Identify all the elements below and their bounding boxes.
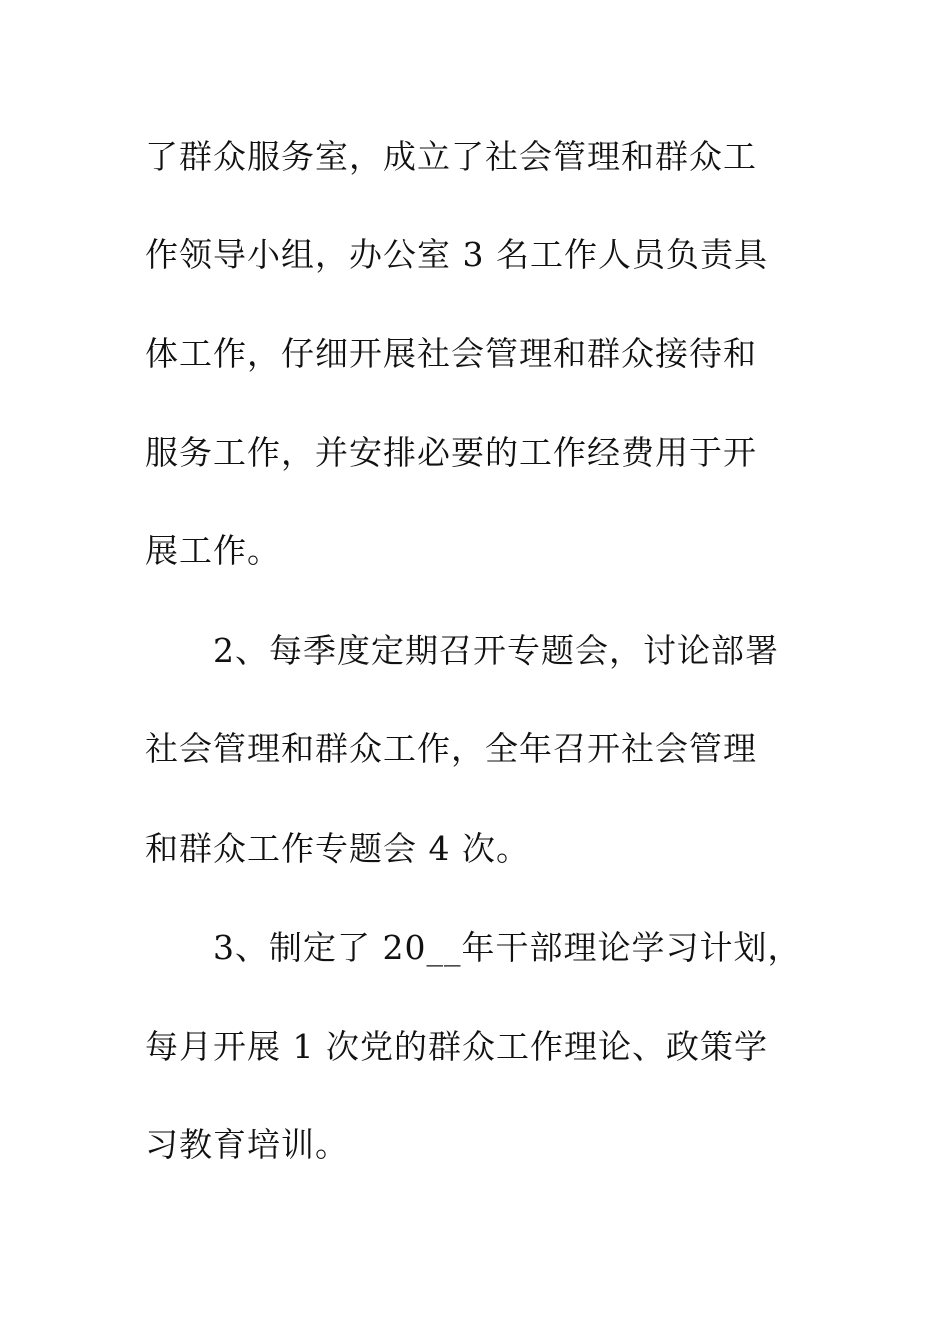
text-line: 了群众服务室，成立了社会管理和群众工 (145, 137, 757, 176)
text-line: 服务工作，并安排必要的工作经费用于开 (145, 433, 757, 472)
text-line: 3、制定了 20__年干部理论学习计划， (213, 928, 802, 967)
text-line: 展工作。 (145, 531, 281, 570)
text-line: 每月开展 1 次党的群众工作理论、政策学 (145, 1027, 768, 1066)
text-line: 习教育培训。 (145, 1125, 349, 1164)
text-line: 和群众工作专题会 4 次。 (145, 829, 530, 868)
text-line: 体工作，仔细开展社会管理和群众接待和 (145, 334, 757, 373)
text-line: 2、每季度定期召开专题会，讨论部署 (213, 631, 779, 670)
text-line: 作领导小组，办公室 3 名工作人员负责具 (145, 235, 768, 274)
text-line: 社会管理和群众工作，全年召开社会管理 (145, 729, 757, 768)
